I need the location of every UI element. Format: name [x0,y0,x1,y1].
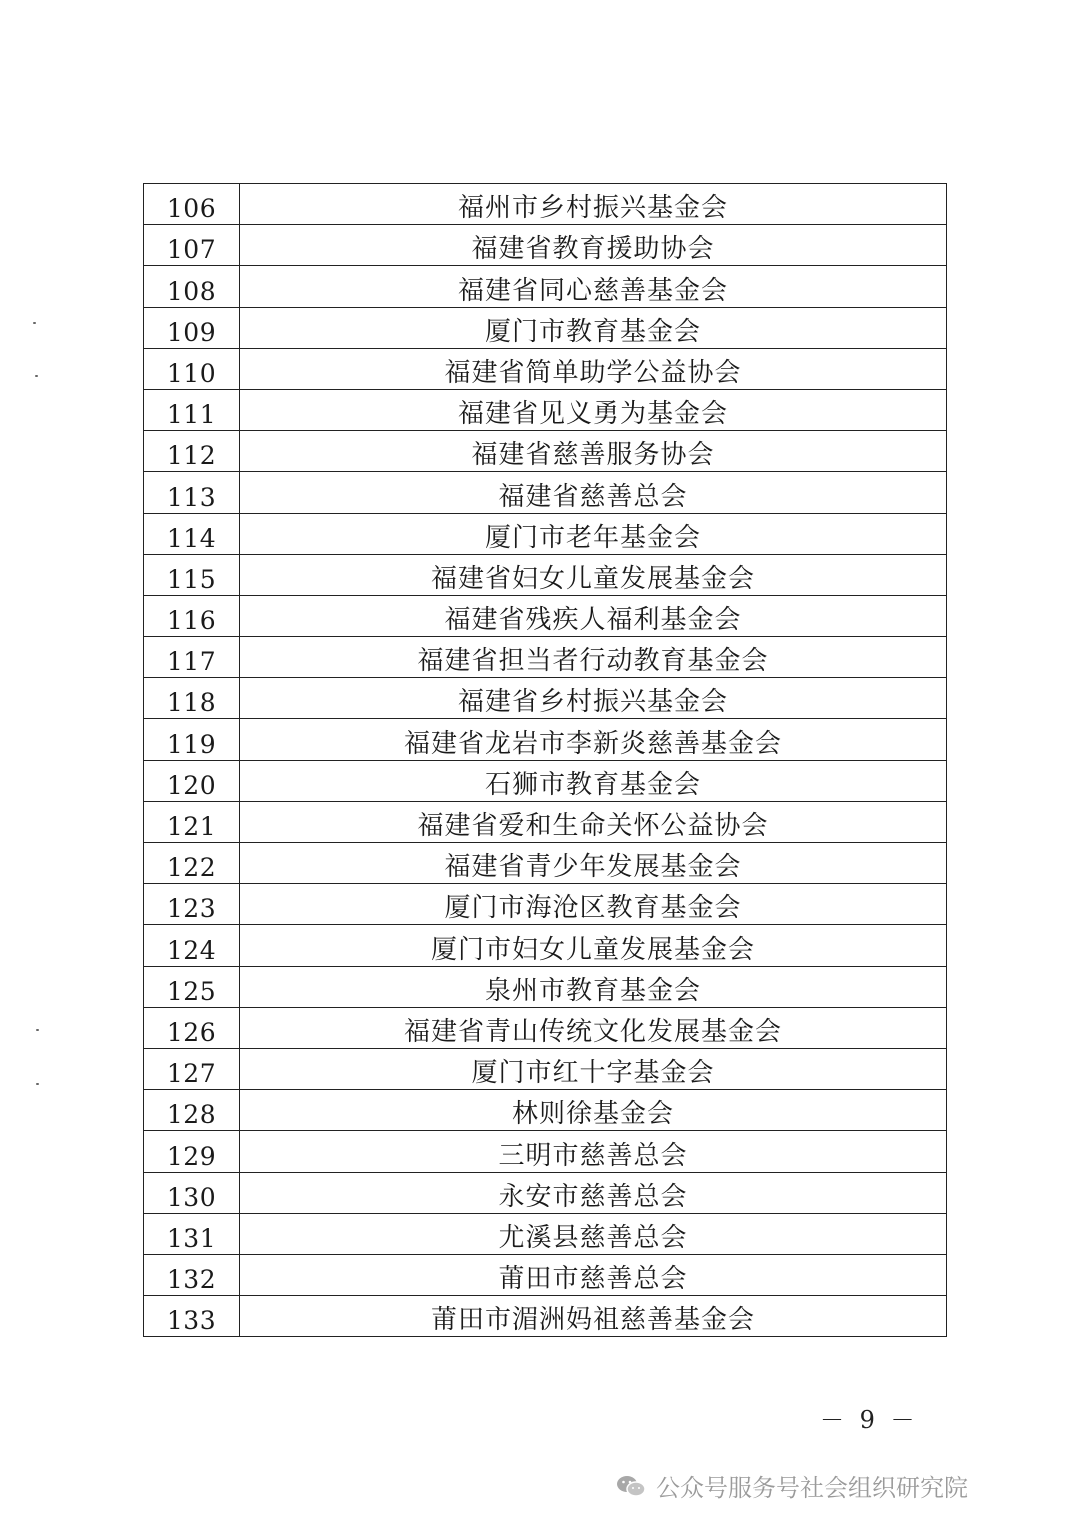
table-row [144,843,947,884]
row-number: 128 [144,1090,240,1131]
row-number: 109 [144,307,240,348]
table-row [144,1296,947,1337]
table-row [144,925,947,966]
table-row [144,266,947,307]
organization-name: 厦门市红十字基金会 [240,1048,947,1089]
row-number: 111 [144,389,240,430]
organization-name: 尤溪县慈善总会 [240,1213,947,1254]
organization-name: 福建省爱和生命关怀公益协会 [240,801,947,842]
table-row [144,884,947,925]
row-number: 126 [144,1007,240,1048]
table-row [144,1131,947,1172]
scan-speck [35,375,38,377]
row-number: 110 [144,348,240,389]
row-number: 124 [144,925,240,966]
table-row [144,760,947,801]
organization-name: 福建省见义勇为基金会 [240,389,947,430]
organization-name: 永安市慈善总会 [240,1172,947,1213]
row-number: 127 [144,1048,240,1089]
row-number: 114 [144,513,240,554]
table-row [144,1172,947,1213]
organization-name: 福建省同心慈善基金会 [240,266,947,307]
row-number: 122 [144,843,240,884]
row-number: 131 [144,1213,240,1254]
organization-name: 林则徐基金会 [240,1090,947,1131]
organization-name: 福州市乡村振兴基金会 [240,184,947,225]
table-row [144,431,947,472]
organization-name: 福建省青山传统文化发展基金会 [240,1007,947,1048]
organization-name: 莆田市湄洲妈祖慈善基金会 [240,1296,947,1337]
table-row [144,554,947,595]
row-number: 106 [144,184,240,225]
row-number: 129 [144,1131,240,1172]
row-number: 130 [144,1172,240,1213]
organization-name: 厦门市老年基金会 [240,513,947,554]
table-row [144,225,947,266]
row-number: 121 [144,801,240,842]
table-row [144,513,947,554]
row-number: 120 [144,760,240,801]
row-number: 113 [144,472,240,513]
organization-name: 厦门市妇女儿童发展基金会 [240,925,947,966]
table-row [144,801,947,842]
row-number: 132 [144,1254,240,1295]
organization-name: 厦门市教育基金会 [240,307,947,348]
row-number: 115 [144,554,240,595]
organization-name: 福建省残疾人福利基金会 [240,595,947,636]
organization-name: 福建省慈善服务协会 [240,431,947,472]
row-number: 117 [144,637,240,678]
row-number: 118 [144,678,240,719]
wechat-icon [616,1474,646,1498]
organization-name: 福建省教育援助协会 [240,225,947,266]
row-number: 107 [144,225,240,266]
organization-name: 厦门市海沧区教育基金会 [240,884,947,925]
row-number: 125 [144,966,240,1007]
table-row [144,595,947,636]
organization-name: 三明市慈善总会 [240,1131,947,1172]
table-row [144,966,947,1007]
organization-name: 石狮市教育基金会 [240,760,947,801]
scan-speck [33,322,36,324]
table-row [144,389,947,430]
row-number: 116 [144,595,240,636]
scan-speck [36,1029,39,1031]
watermark [616,1468,968,1503]
organization-name: 福建省慈善总会 [240,472,947,513]
table-row [144,307,947,348]
table-row [144,637,947,678]
row-number: 108 [144,266,240,307]
organization-name: 莆田市慈善总会 [240,1254,947,1295]
organization-name: 福建省简单助学公益协会 [240,348,947,389]
watermark-text: 公众号服务号社会组织研究院 [656,1474,968,1502]
table-row [144,1254,947,1295]
row-number: 123 [144,884,240,925]
table-row [144,184,947,225]
organization-name: 福建省乡村振兴基金会 [240,678,947,719]
scan-speck [36,1083,39,1085]
table-row [144,348,947,389]
organization-name: 福建省青少年发展基金会 [240,843,947,884]
table-row [144,1213,947,1254]
organization-name: 泉州市教育基金会 [240,966,947,1007]
table-row [144,472,947,513]
page-number: － 9 － [820,1406,919,1434]
table-row [144,1090,947,1131]
organization-name: 福建省龙岩市李新炎慈善基金会 [240,719,947,760]
row-number: 112 [144,431,240,472]
row-number: 133 [144,1296,240,1337]
table-row [144,719,947,760]
organization-table [143,183,947,1337]
table-row [144,1007,947,1048]
row-number: 119 [144,719,240,760]
organization-name: 福建省担当者行动教育基金会 [240,637,947,678]
table-row [144,678,947,719]
table-body [144,184,947,1337]
organization-name: 福建省妇女儿童发展基金会 [240,554,947,595]
table-row [144,1048,947,1089]
